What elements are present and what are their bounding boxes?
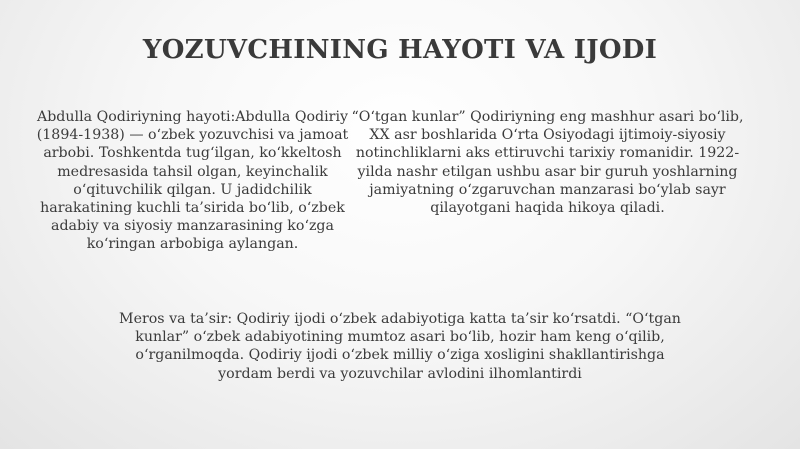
legacy-paragraph: Meros va ta’sir: Qodiriy ijodi o‘zbek adabiyotiga katta ta’sir ko‘rsatdi. “O‘tgan kunlar” o‘zbek adabiyotining mumtoz asari bo‘lib, hozir ham keng o‘qilib, o‘rganilmoqda. Qodiriy ijodi o‘zbek milliy o‘ziga xosligini shakllantirishga yordam berdi va yozuvchilar avlodini ilhomlantirdi xyxy=(119,311,681,382)
slide-title: YOZUVCHINING HAYOTI VA IJODI xyxy=(142,35,658,65)
novel-paragraph: “O‘tgan kunlar” Qodiriyning eng mashhur asari bo‘lib, XX asr boshlarida O‘rta Osiyodagi ijtimoiy-siyosiy notinchliklarni aks ettiruvchi tarixiy romanidir. 1922-yilda nashr etilgan ushbu asar bir guruh yoshlarning jamiyatning o‘zgaruvchan manzarasi bo‘ylab sayr qilayotgani haqida hikoya qiladi. xyxy=(351,109,744,217)
biography-paragraph: Abdulla Qodiriyning hayoti:Abdulla Qodiriy (1894-1938) — o‘zbek yozuvchisi va jamoat arbobi. Toshkentda tug‘ilgan, ko‘kkeltosh medresasida tahsil olgan, keyinchalik o‘qituvchilik qilgan. U jadidchilik harakatining kuchli ta’sirida bo‘lib, o‘zbek adabiy va siyosiy manzarasining ko‘zga ko‘ringan arbobiga aylangan. xyxy=(36,109,349,253)
